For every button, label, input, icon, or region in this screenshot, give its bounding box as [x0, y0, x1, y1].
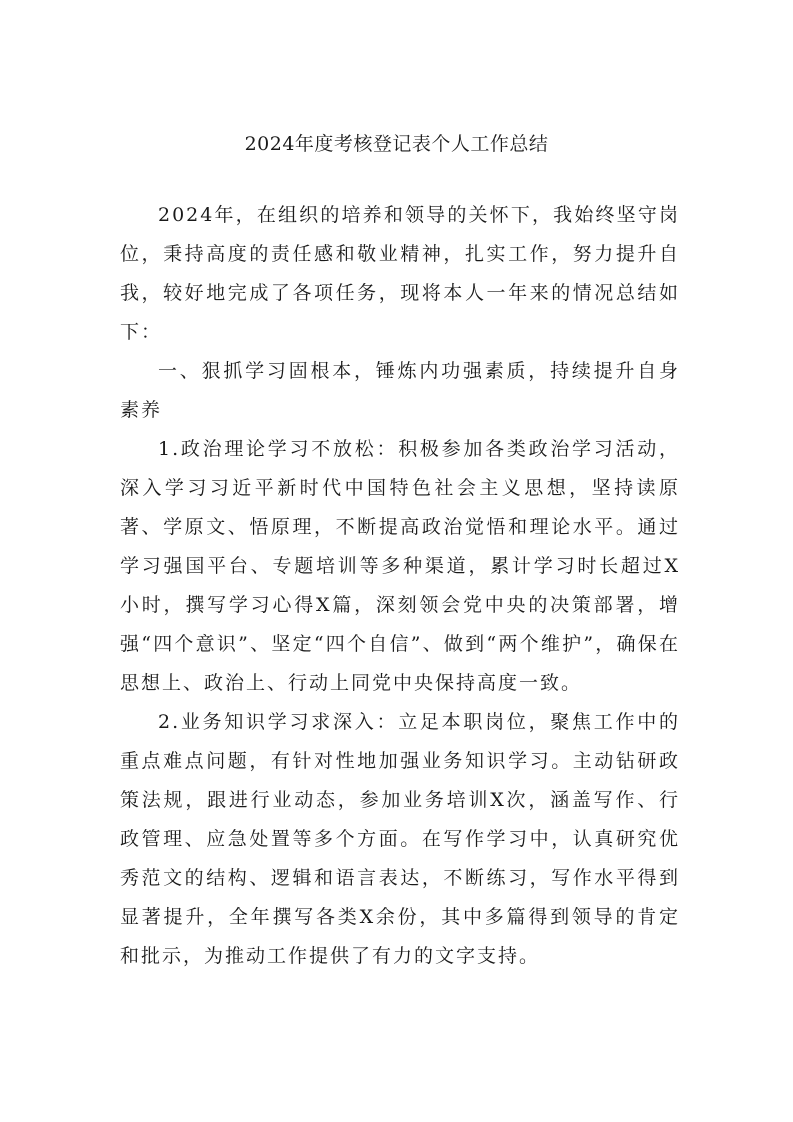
- paragraph-political-study: 1.政治理论学习不放松：积极参加各类政治学习活动，深入学习习近平新时代中国特色社会主义思想，坚持读原著、学原文、悟原理，不断提高政治觉悟和理论水平。通过学习强国平台、专题培训等多种渠道，累计学习时长超过X小时，撰写学习心得X篇，深刻领会党中央的决策部署，增强“四个意识”、坚定“四个自信”、做到“两个维护”，确保在思想上、政治上、行动上同党中央保持高度一致。: [120, 438, 680, 694]
- document-title: 2024年度考核登记表个人工作总结: [244, 133, 549, 155]
- intro-paragraph: 2024年，在组织的培养和领导的关怀下，我始终坚守岗位，秉持高度的责任感和敬业精神，扎实工作，努力提升自我，较好地完成了各项任务，现将本人一年来的情况总结如下：: [120, 204, 680, 343]
- section-heading-1: 一、狠抓学习固根本，锤炼内功强素质，持续提升自身素养: [120, 360, 680, 421]
- paragraph-business-study: 2.业务知识学习求深入：立足本职岗位，聚焦工作中的重点难点问题，有针对性地加强业务知识学习。主动钻研政策法规，跟进行业动态，参加业务培训X次，涵盖写作、行政管理、应急处置等多个方面。在写作学习中，认真研究优秀范文的结构、逻辑和语言表达，不断练习，写作水平得到显著提升，全年撰写各类X余份，其中多篇得到领导的肯定和批示，为推动工作提供了有力的文字支持。: [120, 711, 680, 967]
- document-body: [120, 196, 680, 976]
